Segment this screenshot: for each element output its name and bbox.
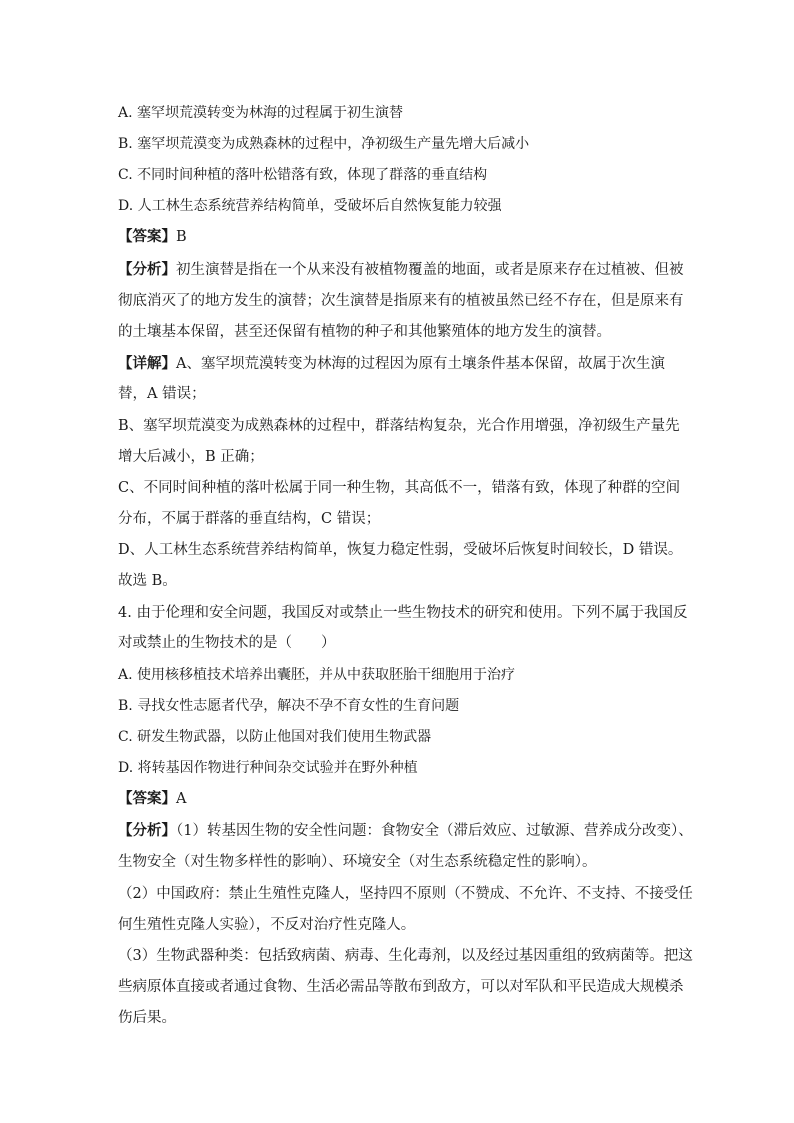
q3-answer <box>118 227 187 247</box>
analysis-text: 初生演替是指在一个从来没有被植物覆盖的地面，或者是原来存在过植被、但被 <box>176 262 684 278</box>
q3-detail-line-2: 替，A 错误； <box>118 386 206 402</box>
q4-answer <box>118 789 186 809</box>
analysis-tag: 【分析】 <box>118 822 176 839</box>
q3-analysis-line-1 <box>118 260 684 280</box>
q4-analysis-line-4: 何生殖性克隆人实验），不反对治疗性克隆人。 <box>118 917 416 933</box>
q4-analysis-line-1 <box>118 821 693 841</box>
q4-analysis-line-2: 生物安全（对生物多样性的影响）、环境安全（对生态系统稳定性的影响）。 <box>118 854 597 870</box>
q4-option-c: C. 研发生物武器，以防止他国对我们使用生物武器 <box>118 729 432 745</box>
q3-detail-line-1 <box>118 354 665 374</box>
q3-option-c: C. 不同时间种植的落叶松错落有致，体现了群落的垂直结构 <box>118 167 488 183</box>
q3-detail-line-3: B、塞罕坝荒漠变为成熟森林的过程中，群落结构复杂，光合作用增强，净初级生产量先 <box>118 418 680 434</box>
q3-detail-line-8: 故选 B。 <box>118 573 177 589</box>
answer-value: A <box>176 791 187 807</box>
q3-analysis-line-3: 的土壤基本保留，甚至还保留有植物的种子和其他繁殖体的地方发生的演替。 <box>118 324 611 340</box>
answer-tag: 【答案】 <box>118 790 176 807</box>
q4-analysis-line-6: 些病原体直接或者通过食物、生活必需品等散布到敌方，可以对军队和平民造成大规模杀 <box>118 979 684 995</box>
q3-option-d: D. 人工林生态系统营养结构简单，受破坏后自然恢复能力较强 <box>118 198 502 214</box>
q3-analysis-line-2: 彻底消灭了的地方发生的演替；次生演替是指原来有的植被虽然已经不存在，但是原来有 <box>118 293 684 309</box>
detail-tag: 【详解】 <box>118 355 176 372</box>
q3-detail-line-6: 分布，不属于群落的垂直结构，C 错误； <box>118 511 381 527</box>
answer-tag: 【答案】 <box>118 228 176 245</box>
q4-analysis-line-7: 伤后果。 <box>118 1010 176 1026</box>
answer-value: B <box>176 229 187 245</box>
q3-detail-line-5: C、不同时间种植的落叶松属于同一种生物，其高低不一，错落有致，体现了种群的空间 <box>118 480 681 496</box>
analysis-tag: 【分析】 <box>118 261 176 278</box>
analysis-text: （1）转基因生物的安全性问题：食物安全（滞后效应、过敏源、营养成分改变）、 <box>176 823 693 839</box>
q4-analysis-line-5: （3）生物武器种类：包括致病菌、病毒、生化毒剂，以及经过基因重组的致病菌等。把这 <box>118 948 693 964</box>
q3-option-b: B. 塞罕坝荒漠变为成熟森林的过程中，净初级生产量先增大后减小 <box>118 136 530 152</box>
q3-option-a: A. 塞罕坝荒漠转变为林海的过程属于初生演替 <box>118 105 404 121</box>
q3-detail-line-7: D、人工林生态系统营养结构简单，恢复力稳定性弱，受破坏后恢复时间较长，D 错误。 <box>118 542 683 558</box>
q4-stem-line-1: 4. 由于伦理和安全问题，我国反对或禁止一些生物技术的研究和使用。下列不属于我国反 <box>118 605 688 621</box>
q4-option-a: A. 使用核移植技术培养出囊胚，并从中获取胚胎干细胞用于治疗 <box>118 667 516 683</box>
q4-option-b: B. 寻找女性志愿者代孕，解决不孕不育女性的生育问题 <box>118 698 460 714</box>
detail-text: A、塞罕坝荒漠转变为林海的过程因为原有土壤条件基本保留，故属于次生演 <box>176 356 665 372</box>
q4-option-d: D. 将转基因作物进行种间杂交试验并在野外种植 <box>118 760 418 776</box>
q3-detail-line-4: 增大后减小，B 正确； <box>118 449 264 465</box>
q4-analysis-line-3: （2）中国政府：禁止生殖性克隆人，坚持四不原则（不赞成、不允许、不支持、不接受任 <box>118 886 693 902</box>
q4-stem-line-2: 对或禁止的生物技术的是（ ） <box>118 635 336 651</box>
